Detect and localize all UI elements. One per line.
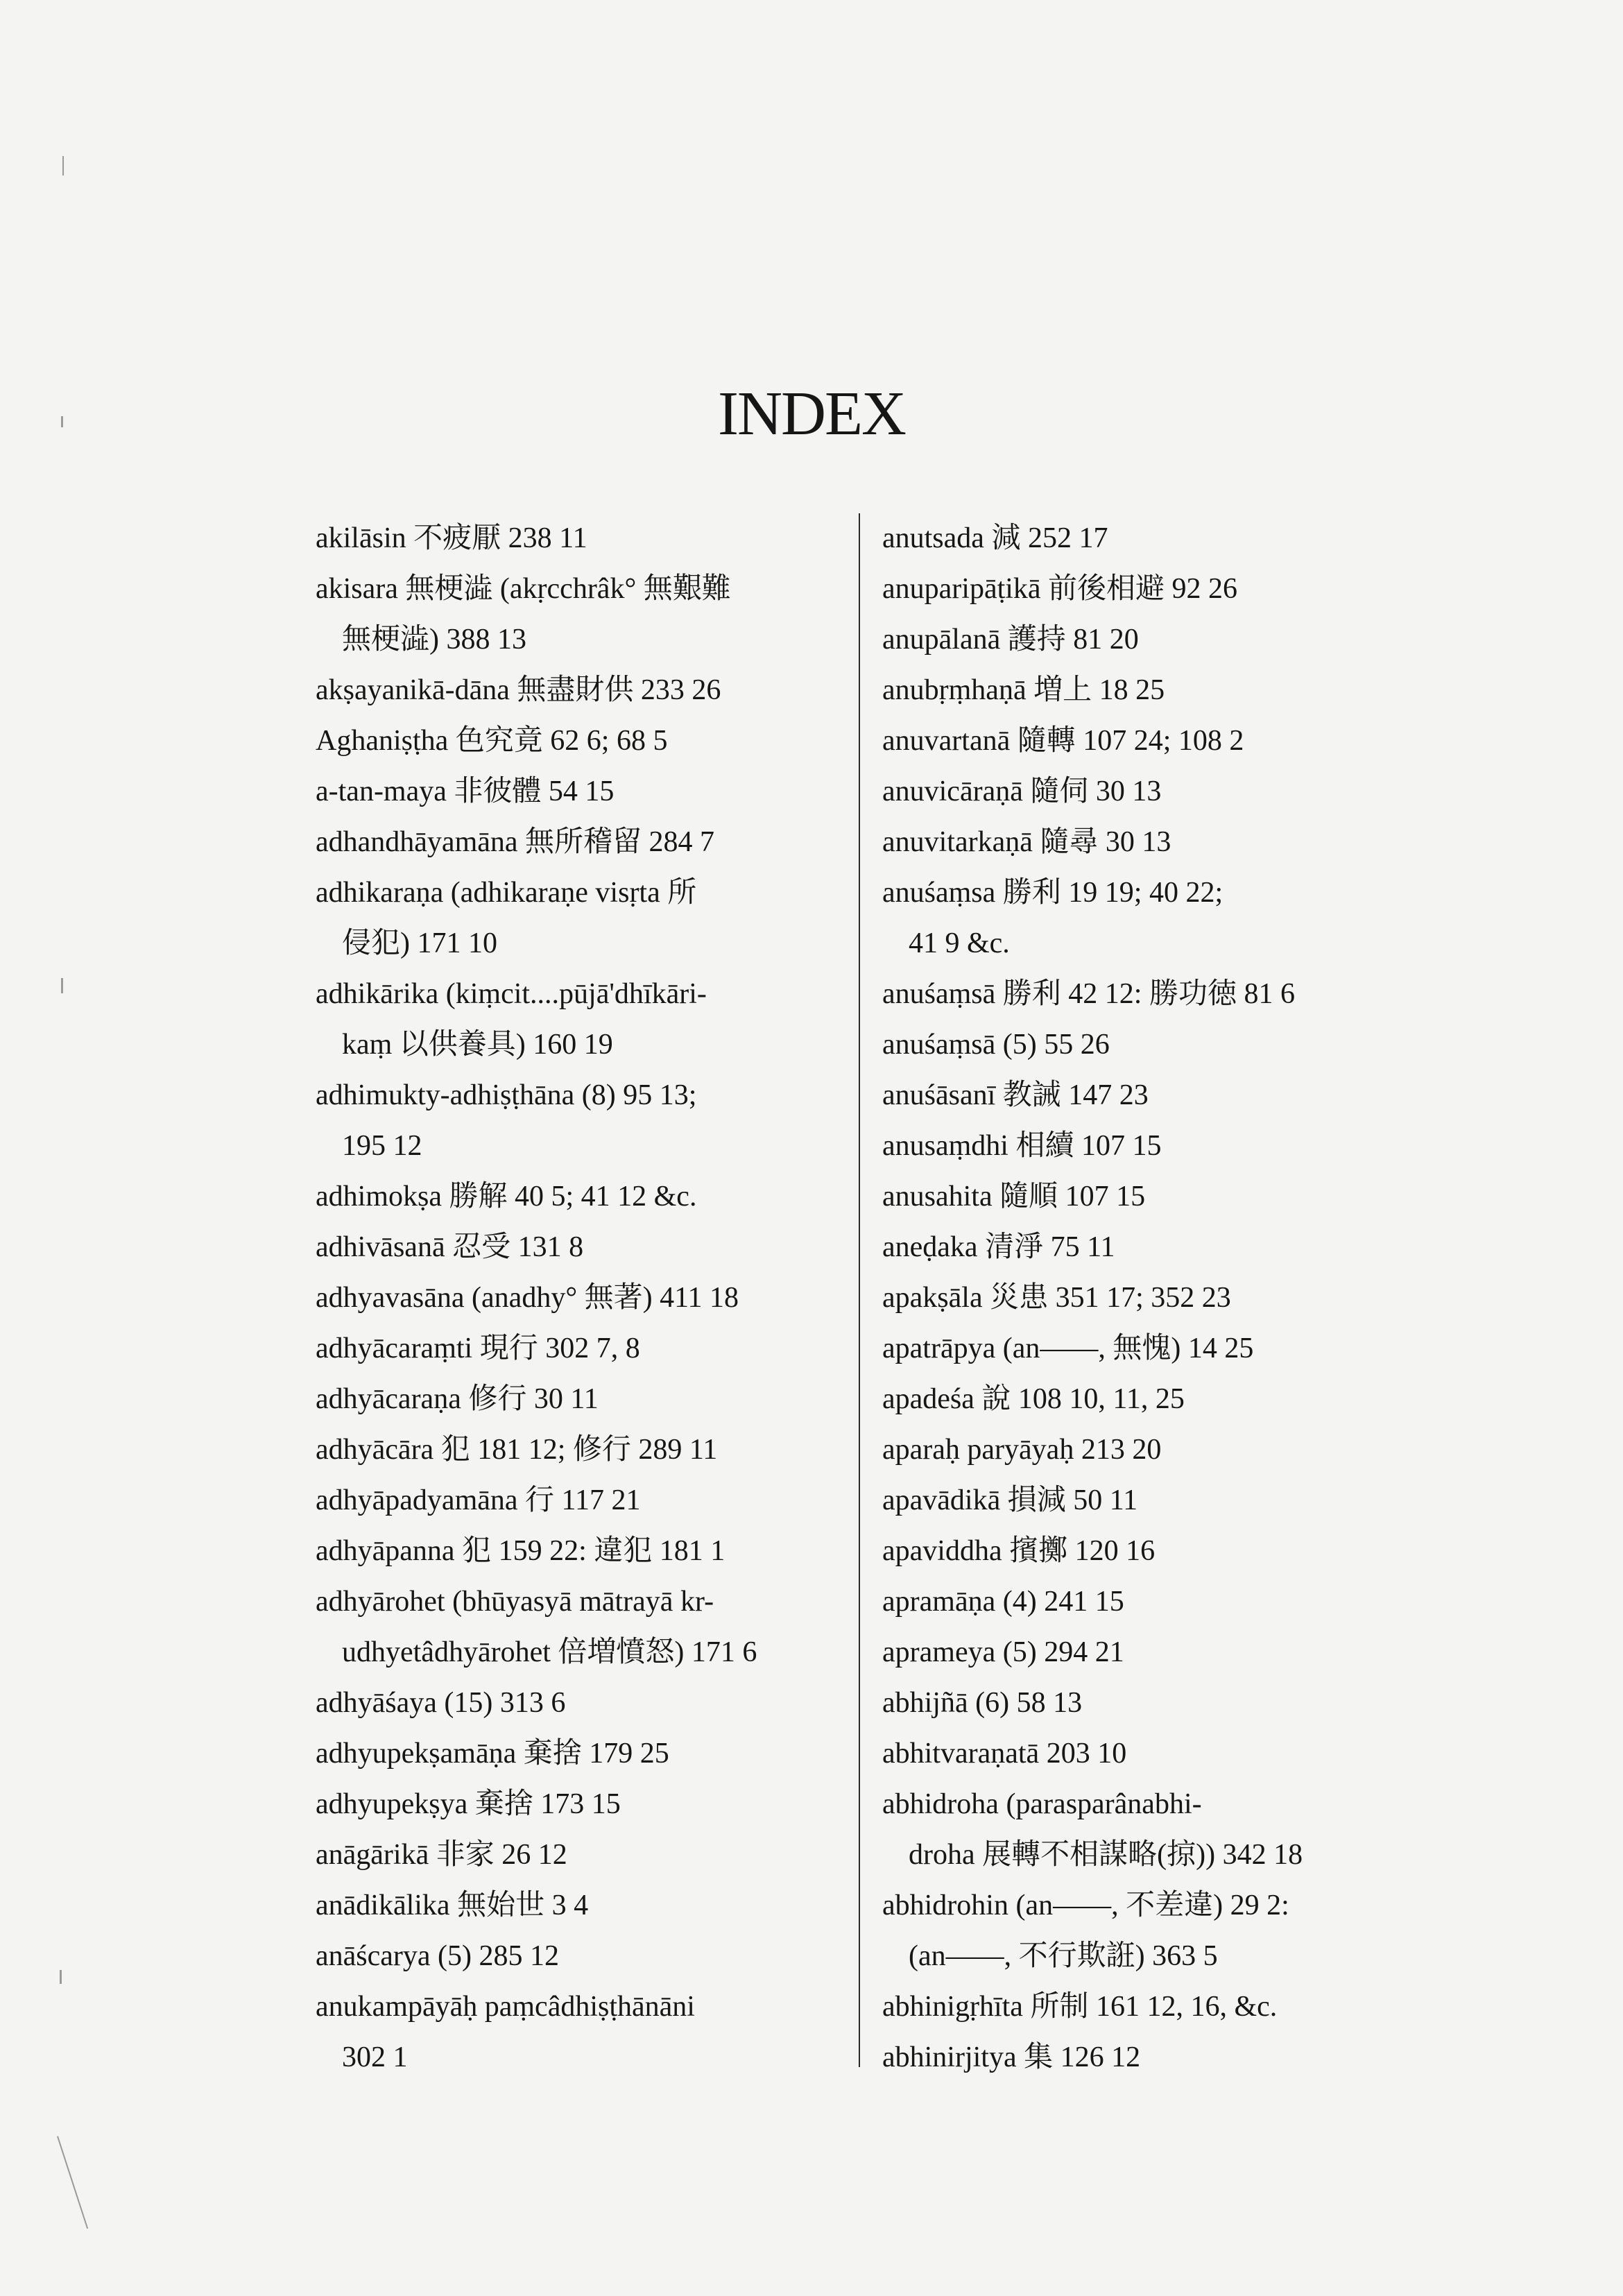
index-entry: anupālanā 護持 81 20 [882,624,1139,656]
index-entry-continuation: 302 1 [342,2041,408,2073]
index-entry: anuśaṃsā (5) 55 26 [882,1029,1110,1061]
index-entry: adhyāpadyamāna 行 117 21 [316,1484,641,1516]
index-entry-continuation: droha 展轉不相謀略(掠)) 342 18 [909,1839,1303,1871]
index-entry: anuvitarkaṇā 隨尋 30 13 [882,826,1171,858]
index-entry: adhyācaraṃti 現行 302 7, 8 [316,1333,640,1364]
index-entry-continuation: 侵犯) 171 10 [342,927,497,959]
scan-mark [57,2136,88,2229]
index-entry: anuśaṃsa 勝利 19 19; 40 22; [882,877,1223,909]
index-entry: a-tan-maya 非彼體 54 15 [316,776,615,807]
index-entry: abhidroha (parasparânabhi- [882,1788,1202,1820]
index-entry: adhyavasāna (anadhy° 無著) 411 18 [316,1282,739,1314]
index-entry: anukampāyāḥ paṃcâdhiṣṭhānāni [316,1991,695,2023]
index-entry: apavādikā 損減 50 11 [882,1484,1138,1516]
index-entry: akṣayanikā-dāna 無盡財供 233 26 [316,674,721,706]
index-entry: akilāsin 不疲厭 238 11 [316,522,587,554]
index-entry: aparaḥ paryāyaḥ 213 20 [882,1434,1162,1466]
scan-mark [61,978,63,993]
index-entry: anādikālika 無始世 3 4 [316,1890,589,1921]
index-entry: anuvartanā 隨轉 107 24; 108 2 [882,725,1244,757]
index-entry: anāgārikā 非家 26 12 [316,1839,567,1871]
index-entry: adhivāsanā 忍受 131 8 [316,1231,584,1263]
index-entry: anuparipāṭikā 前後相避 92 26 [882,573,1238,605]
index-entry: akisara 無梗澁 (akṛcchrâk° 無艱難 [316,573,731,605]
index-entry: adhimukty-adhiṣṭhāna (8) 95 13; [316,1079,697,1111]
index-entry: anusahita 隨順 107 15 [882,1181,1146,1213]
index-entry: adhikārika (kiṃcit....pūjā'dhīkāri- [316,978,707,1010]
index-entry: apakṣāla 災患 351 17; 352 23 [882,1282,1231,1314]
index-entry: abhitvaraṇatā 203 10 [882,1738,1127,1770]
index-entry: abhijñā (6) 58 13 [882,1687,1083,1719]
index-entry: Aghaniṣṭha 色究竟 62 6; 68 5 [316,725,668,757]
column-divider [859,513,860,2067]
index-entry-continuation: 無梗澁) 388 13 [342,624,526,656]
scan-mark [62,156,64,175]
index-entry: adhandhāyamāna 無所稽留 284 7 [316,826,715,858]
index-entry: anuśaṃsā 勝利 42 12: 勝功徳 81 6 [882,978,1295,1010]
index-entry: adhyācāra 犯 181 12; 修行 289 11 [316,1434,718,1466]
index-entry: apramāṇa (4) 241 15 [882,1586,1124,1618]
index-entry: anuśāsanī 教誡 147 23 [882,1079,1149,1111]
scan-mark [60,1970,62,1984]
index-entry-continuation: (an——, 不行欺誑) 363 5 [909,1940,1218,1972]
index-entry: anusaṃdhi 相續 107 15 [882,1130,1162,1162]
index-entry: adhyāśaya (15) 313 6 [316,1687,566,1719]
index-entry: abhinirjitya 集 126 12 [882,2041,1141,2073]
index-entry: adhyupekṣamāṇa 棄捨 179 25 [316,1738,669,1770]
index-entry: apaviddha 擯擲 120 16 [882,1535,1156,1567]
index-entry: aneḍaka 清淨 75 11 [882,1231,1115,1263]
index-entry: adhyācaraṇa 修行 30 11 [316,1383,599,1415]
index-entry-continuation: udhyetâdhyārohet 倍増憤怒) 171 6 [342,1636,757,1668]
scan-mark [61,416,63,427]
index-entry: anutsada 減 252 17 [882,522,1108,554]
index-entry: adhyārohet (bhūyasyā mātrayā kr- [316,1586,714,1618]
index-entry: aprameya (5) 294 21 [882,1636,1124,1668]
index-entry: abhinigṛhīta 所制 161 12, 16, &c. [882,1991,1278,2023]
index-entry: apatrāpya (an——, 無愧) 14 25 [882,1333,1254,1364]
index-entry: adhyāpanna 犯 159 22: 違犯 181 1 [316,1535,725,1567]
index-column-right [882,513,1423,2083]
index-entry-continuation: 41 9 &c. [909,927,1010,959]
page-title: INDEX [718,379,905,448]
index-entry: adhikaraṇa (adhikaraṇe visṛta 所 [316,877,697,909]
index-entry: anubṛṃhaṇā 増上 18 25 [882,674,1165,706]
index-entry: adhimokṣa 勝解 40 5; 41 12 &c. [316,1181,697,1213]
index-entry-continuation: 195 12 [342,1130,422,1162]
index-entry-continuation: kaṃ 以供養具) 160 19 [342,1029,613,1061]
index-entry: abhidrohin (an——, 不差違) 29 2: [882,1890,1289,1921]
index-column-left [316,513,843,2083]
index-entry: anuvicāraṇā 隨伺 30 13 [882,776,1162,807]
index-entry: anāścarya (5) 285 12 [316,1940,560,1972]
index-entry: apadeśa 說 108 10, 11, 25 [882,1383,1185,1415]
index-entry: adhyupekṣya 棄捨 173 15 [316,1788,621,1820]
